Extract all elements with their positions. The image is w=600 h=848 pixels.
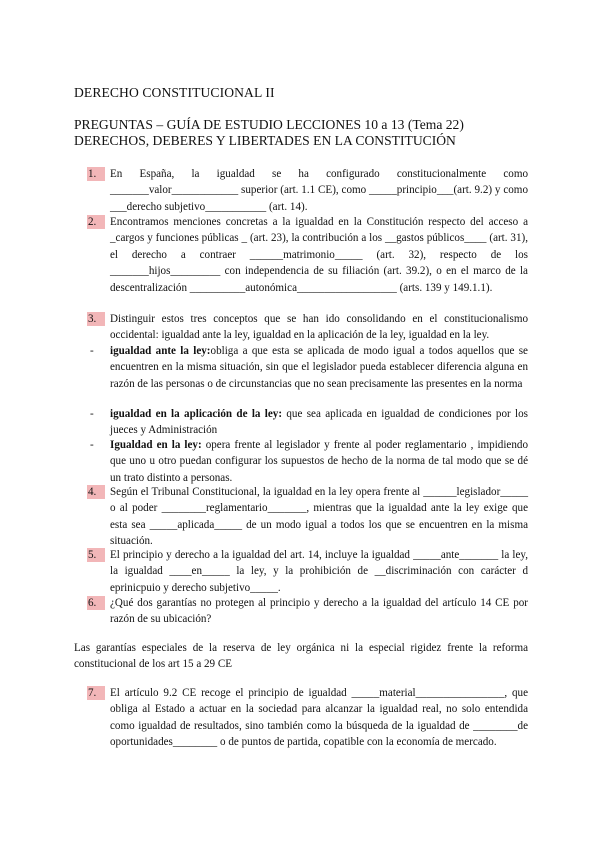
bullet-dash: -: [90, 439, 94, 451]
bullet-dash: -: [90, 345, 94, 357]
subtitle-line-1: PREGUNTAS – GUÍA DE ESTUDIO LECCIONES 10 a 13 (Tema 22): [74, 117, 464, 132]
question-number-highlight: 4.: [87, 485, 105, 499]
question-5: [90, 547, 528, 596]
question-number-highlight: 7.: [87, 686, 105, 700]
answer-paragraph: Las garantías especiales de la reserva de ley orgánica ni la especial rigidez frente la reforma constitucional de los art 15 a 29 CE: [74, 642, 528, 671]
question-1: [90, 166, 528, 215]
question-3: [90, 311, 528, 344]
question-number-highlight: 6.: [87, 596, 105, 610]
question-number-highlight: 3.: [87, 312, 105, 326]
bullet-igualdad-en-la-aplicacion: [90, 406, 528, 439]
question-text: El principio y derecho a la igualdad del art. 14, incluye la igualdad _____ante_______ la ley, la igualdad ____en_____ la ley, y la prohibición de __discriminación con carácter d eprinicpuio y derecho subjetivo_____.: [110, 549, 528, 594]
question-text: Según el Tribunal Constitucional, la igualdad en la ley opera frente al ______legislador_____ o al poder ________reglamentario_______, mientras que la igualdad ante la ley exige que esta sea _____aplicada_____ de un modo igual a todos los que se encuentren en la misma situación.: [110, 486, 528, 548]
question-text: ¿Qué dos garantías no protegen al principio y derecho a la igualdad del artículo 14 CE por razón de su ubicación?: [110, 597, 528, 626]
question-number-highlight: 2.: [87, 215, 105, 229]
question-2: [90, 214, 528, 296]
question-number-highlight: 1.: [87, 167, 105, 181]
bullet-text: igualdad en la aplicación de la ley: que sea aplicada en igualdad de condiciones por los jueces y Administración: [110, 408, 528, 437]
bullet-igualdad-ante-la-ley: [90, 343, 528, 392]
question-6: [90, 595, 528, 628]
bullet-text: igualdad ante la ley:obliga a que esta se aplicada de modo igual a todos aquellos que se encuentren en la misma situación, sin que el legislador pueda establecer diferencia alguna en razón de las personas o de circunstancias que no sean precisamente las presentes en la norma: [110, 345, 528, 390]
document-title: DERECHO CONSTITUCIONAL II: [74, 85, 275, 100]
bullet-igualdad-en-la-ley: [90, 437, 528, 486]
question-7: [90, 685, 528, 751]
question-4: [90, 484, 528, 550]
subtitle-line-2: DERECHOS, DEBERES Y LIBERTADES EN LA CONSTITUCIÓN: [74, 133, 456, 148]
document-subtitle: [74, 117, 464, 149]
bullet-dash: -: [90, 408, 94, 420]
question-text: Encontramos menciones concretas a la igualdad en la Constitución respecto del acceso a _cargos y funciones públicas _ (art. 23), la contribución a los __gastos públicos____ (art. 31), el derecho a contraer ______matrimonio_____ (art. 32), respecto de los _______hijos_________ con independencia de su filiación (art. 39.2), o en el marco de la descentralización __________autonómica__________________ (arts. 139 y 149.1.1).: [110, 216, 528, 294]
question-text: El artículo 9.2 CE recoge el principio de igualdad _____material________________, que obliga al Estado a actuar en la sociedad para alcanzar la igualdad real, no solo entendida como igualdad de resultados, sino también como la búsqueda de la igualdad de ________de oportunidades________ o de puntos de partida, copatible con la economía de mercado.: [110, 687, 528, 749]
bullet-text: Igualdad en la ley: opera frente al legislador y frente al poder reglamentario , impidiendo que uno u otro puedan configurar los supuestos de hecho de la norma de tal modo que se dé un trato distinto a personas.: [110, 439, 528, 484]
question-text: Distinguir estos tres conceptos que se han ido consolidando en el constitucionalismo occidental: igualdad ante la ley, igualdad en la aplicación de la ley, igualdad en la ley.: [110, 313, 528, 342]
question-text: En España, la igualdad se ha configurado constitucionalmente como _______valor____________ superior (art. 1.1 CE), como _____principio___(art. 9.2) y como ___derecho subjetivo___________ (art. 14).: [110, 168, 528, 213]
question-number-highlight: 5.: [87, 548, 105, 562]
